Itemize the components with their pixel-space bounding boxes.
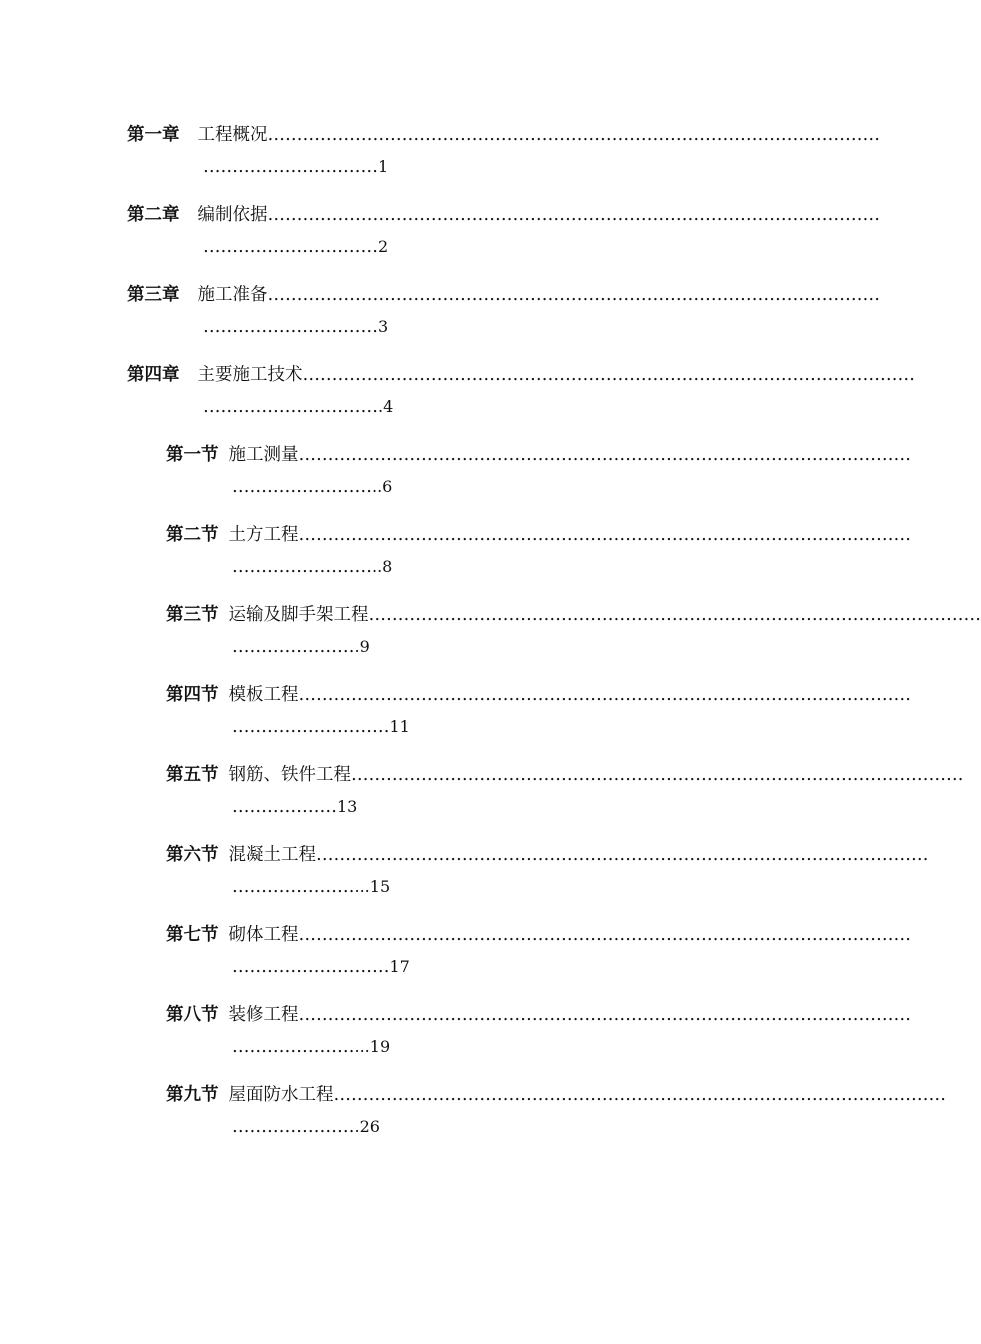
toc-entry-section-1[interactable] [0,440,950,510]
toc-entry-line2 [203,152,603,182]
toc-entry-section-8[interactable] [0,1000,950,1070]
toc-entry-line2 [232,872,632,902]
toc-entry-line1 [166,840,929,870]
toc-leader-dots: …………………… [232,557,372,577]
toc-entry-label: 第一章 [127,125,180,145]
toc-entry-label: 第一节 [166,445,219,465]
toc-entry-title: 模板工程 [228,685,299,705]
toc-page-number: 1 [378,157,389,176]
toc-leader-dots: ………………… [232,1037,355,1057]
toc-entry-title: 装修工程 [228,1005,299,1025]
toc-entry-section-6[interactable] [0,840,950,910]
toc-leader-dots: …………………………………………………………………………………………… [302,365,915,385]
toc-entry-chapter-4[interactable] [0,360,950,430]
toc-entry-title: 编制依据 [197,205,268,225]
toc-entry-line1 [127,120,880,150]
toc-entry-chapter-3[interactable] [0,280,950,350]
toc-entry-title: 屋面防水工程 [228,1085,334,1105]
toc-leader-dots: …………………………………………………………………………………………… [298,925,911,945]
toc-entry-title: 施工测量 [228,445,299,465]
toc-entry-label: 第八节 [166,1005,219,1025]
toc-entry-section-4[interactable] [0,680,950,750]
toc-entry-label: 第二节 [166,525,219,545]
toc-leader-dots: ……………… [232,797,337,817]
toc-entry-title: 运输及脚手架工程 [228,605,369,625]
toc-leader-dots: ………………… [232,1117,355,1137]
toc-leader-dots: ……………………… [232,717,390,737]
toc-entry-label: 第三章 [127,285,180,305]
toc-page-number: .9 [354,637,370,656]
toc-page-number: ...19 [354,1037,391,1056]
toc-entry-title: 混凝土工程 [228,845,316,865]
toc-entry-line2 [232,952,632,982]
toc-entry-line2 [203,312,603,342]
toc-leader-dots: …………………………………………………………………………………………… [267,285,880,305]
toc-entry-line1 [166,440,911,470]
toc-entry-line2 [232,472,632,502]
toc-entry-line1 [127,280,880,310]
toc-page-number: 17 [389,957,410,976]
toc-leader-dots: …………………………………………………………………………………………… [298,445,911,465]
toc-page-number: .26 [354,1117,380,1136]
toc-page-number: ..8 [372,557,393,576]
toc-leader-dots: ……………………… [232,957,390,977]
toc-entry-line2 [203,232,603,262]
toc-entry-line2 [232,792,632,822]
toc-page-number: ..6 [372,477,393,496]
toc-entry-title: 土方工程 [228,525,299,545]
toc-leader-dots: …………………………………………………………………………………………… [298,525,911,545]
toc-entry-label: 第四章 [127,365,180,385]
toc-entry-label: 第三节 [166,605,219,625]
toc-leader-dots: …………………………………………………………………………………………… [298,1005,911,1025]
toc-leader-dots: ………………… [232,877,355,897]
toc-page-number: 3 [378,317,389,336]
toc-page-number: 13 [337,797,358,816]
toc-leader-dots: …………………………………………………………………………………………… [267,205,880,225]
toc-leader-dots: …………………………………………………………………………………………… [333,1085,946,1105]
toc-entry-line1 [166,520,911,550]
toc-entry-title: 主要施工技术 [197,365,303,385]
toc-page-number: .4 [378,397,394,416]
toc-entry-line1 [166,1000,911,1030]
toc-entry-title: 钢筋、铁件工程 [228,765,351,785]
toc-entry-chapter-1[interactable] [0,120,950,190]
toc-entry-line1 [166,920,911,950]
toc-entry-line2 [232,1032,632,1062]
toc-entry-title: 砌体工程 [228,925,299,945]
toc-entry-section-5[interactable] [0,760,964,830]
toc-entry-section-9[interactable] [0,1080,950,1150]
toc-entry-title: 工程概况 [197,125,268,145]
toc-entry-section-3[interactable] [0,600,981,670]
toc-entry-label: 第九节 [166,1085,219,1105]
toc-entry-label: 第二章 [127,205,180,225]
toc-entry-label: 第五节 [166,765,219,785]
toc-entry-line1 [166,600,981,630]
toc-entry-label: 第四节 [166,685,219,705]
toc-entry-section-7[interactable] [0,920,950,990]
toc-leader-dots: …………………………………………………………………………………………… [298,685,911,705]
toc-entry-line1 [166,760,964,790]
toc-leader-dots: …………………………………………………………………………………………… [351,765,964,785]
toc-leader-dots: ………………………… [203,237,378,257]
toc-entry-line2 [203,392,603,422]
toc-entry-line2 [232,1112,632,1142]
toc-leader-dots: …………………… [232,477,372,497]
toc-leader-dots: ………………………… [203,157,378,177]
toc-entry-line2 [232,632,632,662]
toc-entry-label: 第七节 [166,925,219,945]
toc-leader-dots: …………………………………………………………………………………………… [316,845,929,865]
toc-entry-line2 [232,552,632,582]
toc-entry-section-2[interactable] [0,520,950,590]
toc-leader-dots: …………………………………………………………………………………………… [267,125,880,145]
toc-entry-line1 [127,360,915,390]
toc-page-number: 11 [389,717,410,736]
toc-leader-dots: ………………………… [203,397,378,417]
toc-entry-line1 [127,200,880,230]
toc-page-number: ...15 [354,877,391,896]
toc-entry-line2 [232,712,632,742]
toc-entry-label: 第六节 [166,845,219,865]
toc-leader-dots: ………………………… [203,317,378,337]
toc-leader-dots: …………………………………………………………………………………………… [368,605,981,625]
toc-leader-dots: ………………… [232,637,355,657]
toc-page-number: 2 [378,237,389,256]
toc-entry-line1 [166,1080,946,1110]
toc-entry-chapter-2[interactable] [0,200,950,270]
toc-entry-line1 [166,680,911,710]
toc-entry-title: 施工准备 [197,285,268,305]
